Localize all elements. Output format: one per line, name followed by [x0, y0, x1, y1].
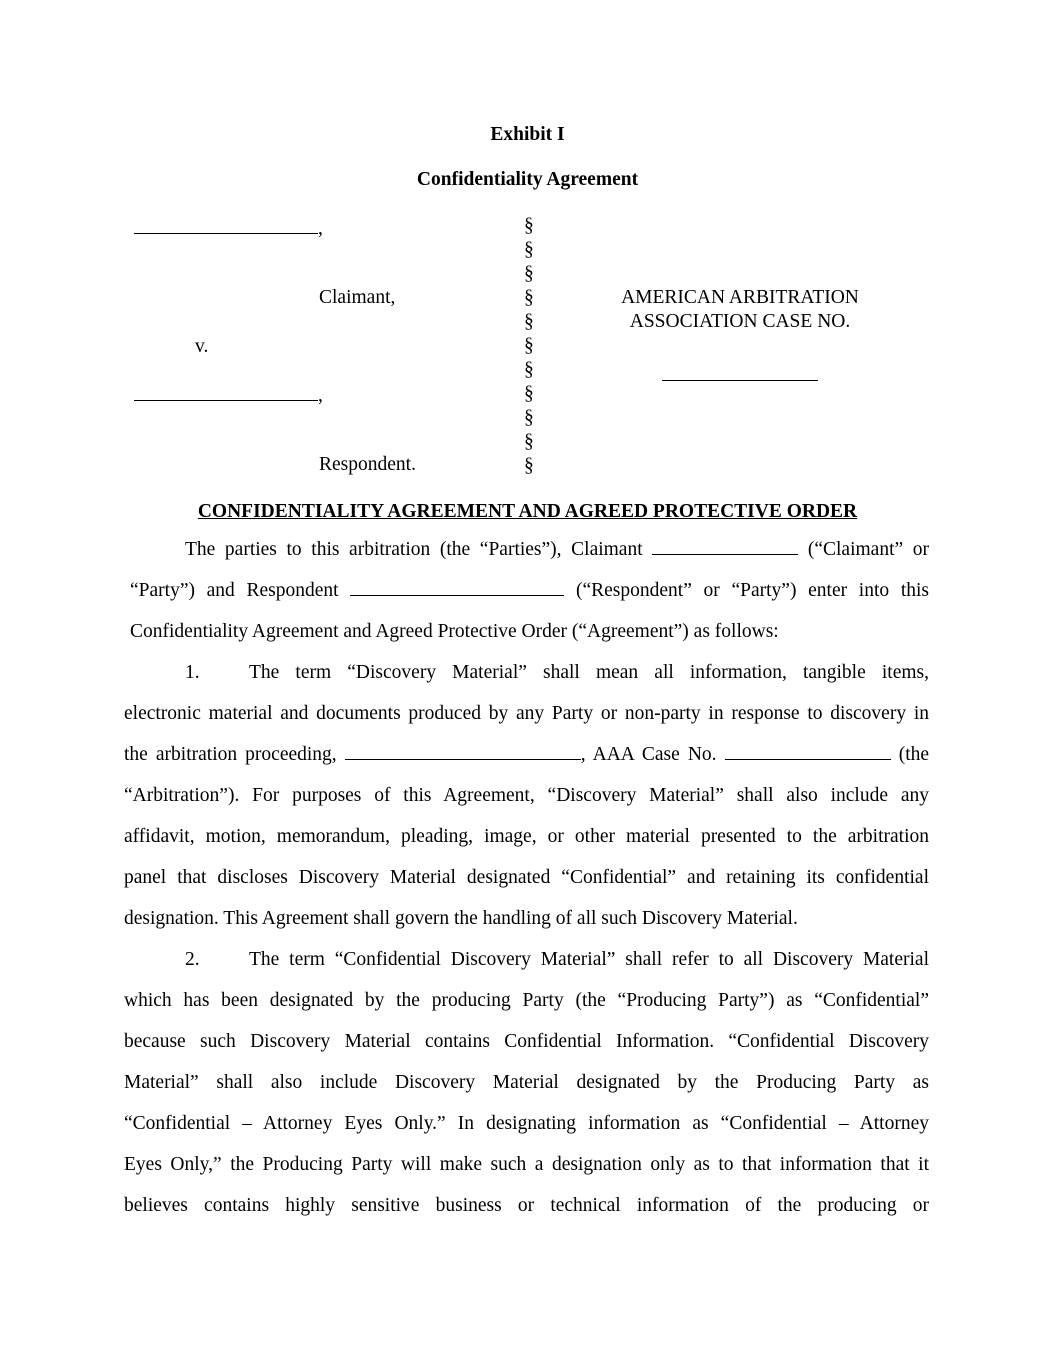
- paragraph-line: 1. The term “Discovery Material” shall mean all information, tangible items,: [185, 662, 929, 683]
- paragraph-line: because such Discovery Material contains Confidential Information. “Confidential Discovery: [124, 1031, 929, 1052]
- section-symbol: §: [524, 287, 534, 308]
- section-symbol: §: [524, 263, 534, 284]
- document-subtitle: Confidentiality Agreement: [416, 169, 639, 190]
- claimant-label: Claimant,: [319, 287, 396, 308]
- section-symbol-column: [524, 214, 534, 478]
- case-label-line1: AMERICAN ARBITRATION: [621, 287, 859, 308]
- section-symbol: §: [524, 383, 534, 404]
- case-number-field: [662, 364, 818, 387]
- section-symbol: §: [524, 359, 534, 380]
- proceeding-name-blank: [345, 743, 581, 760]
- paragraph-line: “Confidential – Attorney Eyes Only.” In designating information as “Confidential – Attorney: [124, 1113, 929, 1134]
- section-symbol: §: [524, 407, 534, 428]
- section-symbol: §: [524, 239, 534, 260]
- paragraph-line: 2. The term “Confidential Discovery Material” shall refer to all Discovery Material: [185, 949, 929, 970]
- claimant-name-blank: [652, 538, 798, 555]
- paragraph-line: the arbitration proceeding, , AAA Case No. (the: [124, 744, 930, 765]
- section-symbol: §: [524, 311, 534, 332]
- claimant-name-field: ,: [134, 217, 323, 240]
- paragraph-line: electronic material and documents produced by any Party or non-party in response to discovery in: [124, 703, 929, 724]
- paragraph-line: “Arbitration”). For purposes of this Agreement, “Discovery Material” shall also include any: [124, 785, 929, 806]
- versus-label: v.: [195, 336, 209, 357]
- claimant-blank-line: [134, 217, 318, 234]
- intro-line: “Party”) and Respondent (“Respondent” or “Party”) enter into this: [130, 580, 930, 601]
- agreement-heading: CONFIDENTIALITY AGREEMENT AND AGREED PROTECTIVE ORDER: [197, 501, 858, 522]
- respondent-name-field: ,: [134, 384, 323, 407]
- respondent-name-blank: [350, 579, 564, 596]
- case-number-blank-line: [662, 364, 818, 381]
- respondent-blank-line: [134, 384, 318, 401]
- respondent-label: Respondent.: [319, 454, 416, 475]
- section-symbol: §: [524, 455, 534, 476]
- intro-line: Confidentiality Agreement and Agreed Protective Order (“Agreement”) as follows:: [130, 621, 779, 642]
- case-label-line2: ASSOCIATION CASE NO.: [629, 311, 851, 332]
- paragraph-line: believes contains highly sensitive business or technical information of the producing or: [124, 1195, 929, 1216]
- aaa-case-number-blank: [725, 743, 891, 760]
- paragraph-line: designation. This Agreement shall govern the handling of all such Discovery Material.: [124, 908, 798, 929]
- paragraph-number: 2.: [185, 949, 200, 970]
- paragraph-line: which has been designated by the producing Party (the “Producing Party”) as “Confidential”: [124, 990, 929, 1011]
- paragraph-line: affidavit, motion, memorandum, pleading, image, or other material presented to the arbitration: [124, 826, 929, 847]
- paragraph-number: 1.: [185, 662, 200, 683]
- section-symbol: §: [524, 431, 534, 452]
- paragraph-line: panel that discloses Discovery Material designated “Confidential” and retaining its confidential: [124, 867, 929, 888]
- intro-line: The parties to this arbitration (the “Parties”), Claimant (“Claimant” or: [185, 539, 929, 560]
- exhibit-title: Exhibit I: [490, 124, 565, 145]
- section-symbol: §: [524, 215, 534, 236]
- section-symbol: §: [524, 335, 534, 356]
- paragraph-line: Eyes Only,” the Producing Party will make such a designation only as to that information that it: [124, 1154, 929, 1175]
- paragraph-line: Material” shall also include Discovery Material designated by the Producing Party as: [124, 1072, 929, 1093]
